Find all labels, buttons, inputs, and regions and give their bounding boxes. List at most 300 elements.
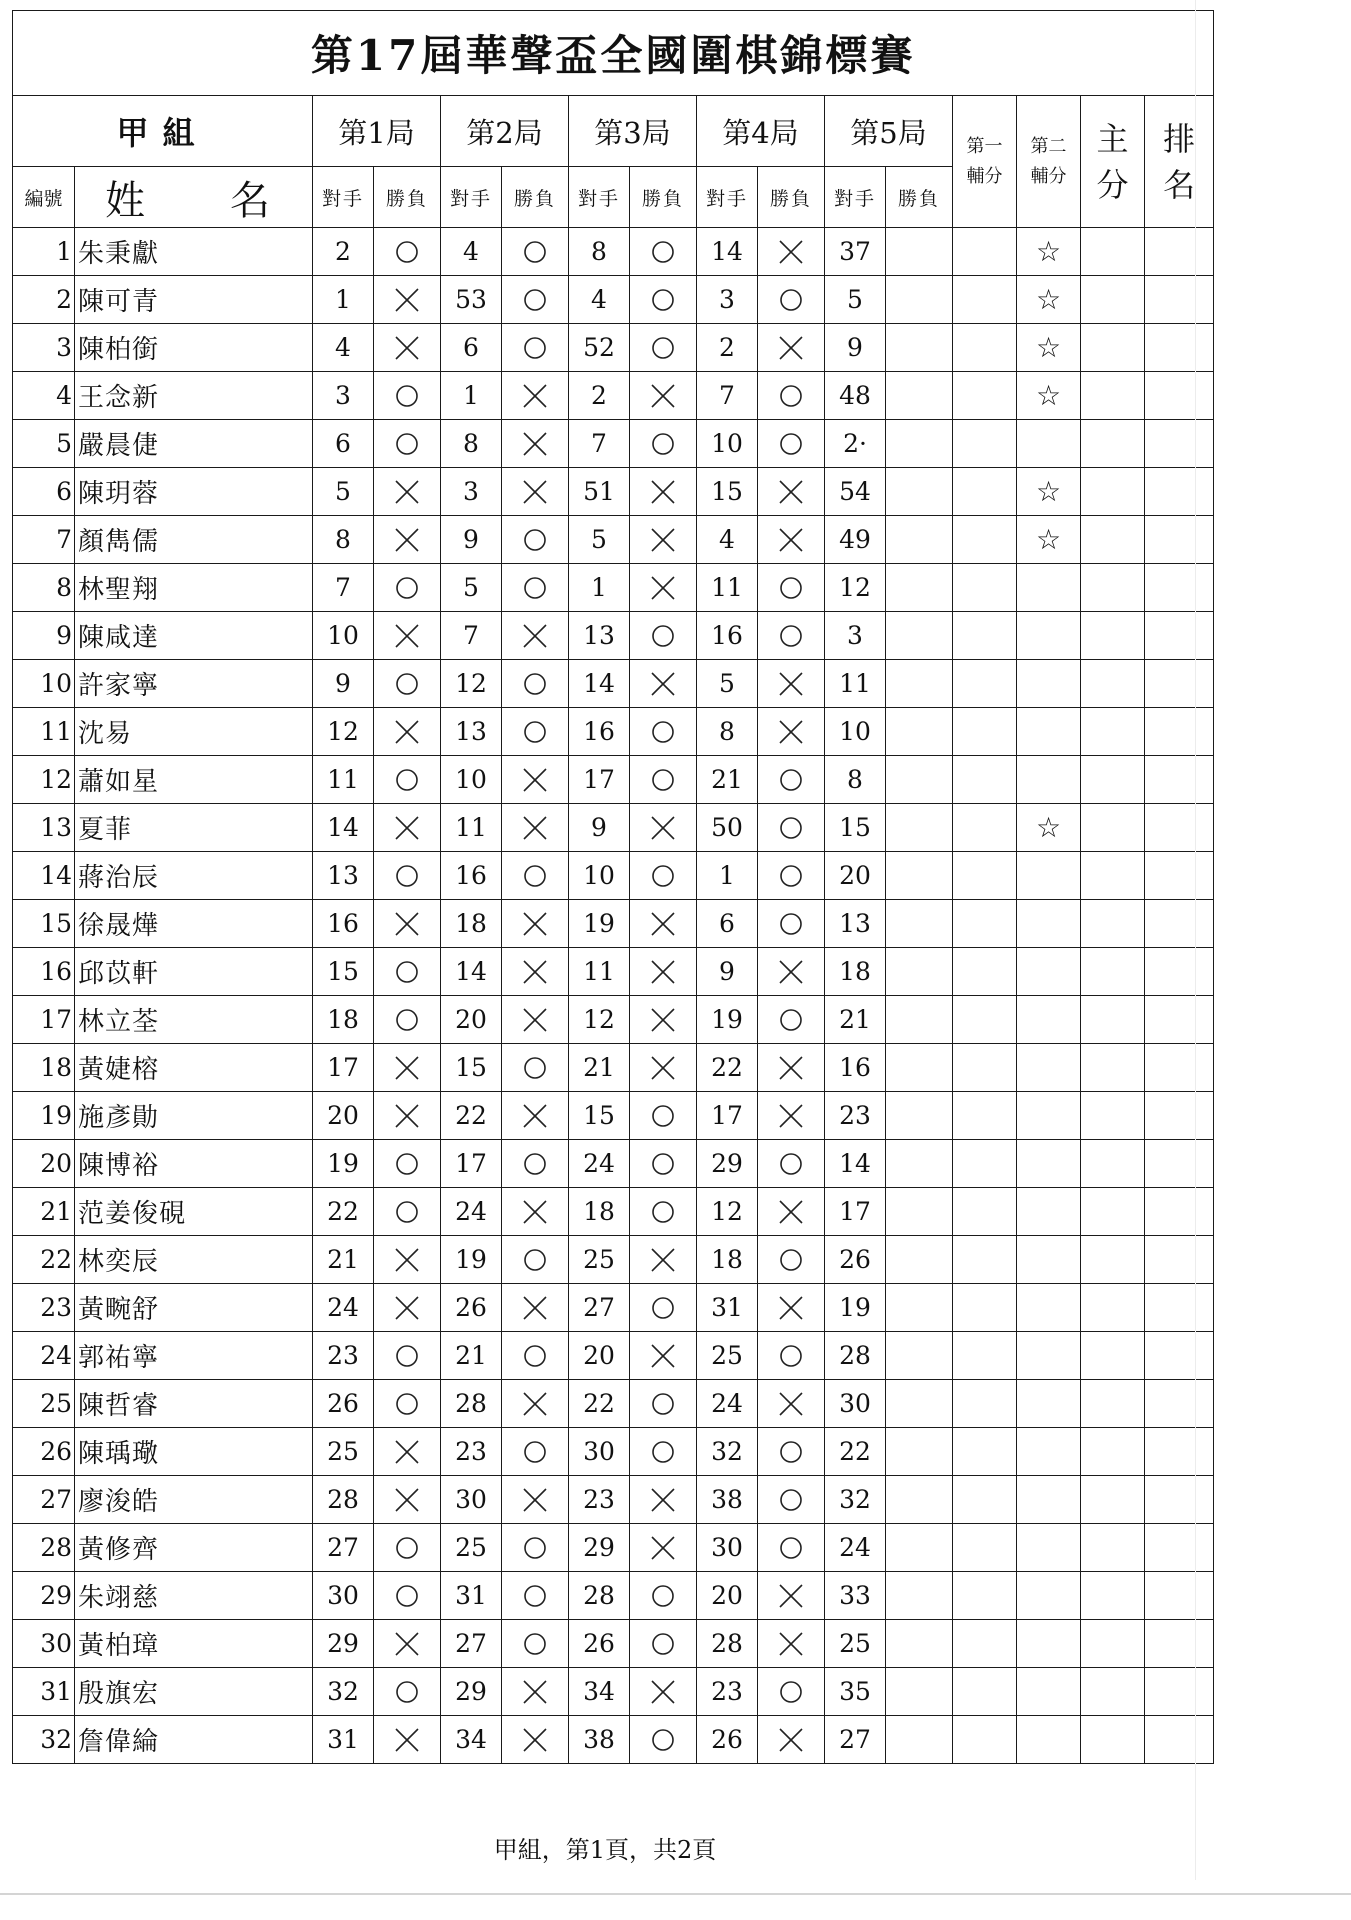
aux2-star-cell: ☆ — [1017, 804, 1081, 852]
opponent-r4: 5 — [697, 660, 758, 708]
opponent-r5: 5 — [825, 276, 886, 324]
result-r4 — [758, 1236, 825, 1284]
opponent-r5: 30 — [825, 1380, 886, 1428]
opponent-r1: 32 — [313, 1668, 374, 1716]
aux1-cell — [953, 1236, 1017, 1284]
result-r5 — [886, 1524, 953, 1572]
opponent-r1: 6 — [313, 420, 374, 468]
score-sheet — [12, 10, 1194, 1764]
player-row — [13, 1236, 1214, 1284]
aux1-cell — [953, 1572, 1017, 1620]
opponent-r2: 13 — [441, 708, 502, 756]
player-number: 4 — [13, 372, 75, 420]
opponent-r2: 6 — [441, 324, 502, 372]
main-score-header: 主 分 — [1081, 96, 1145, 228]
loss-cross-icon — [650, 959, 676, 985]
opponent-r4: 3 — [697, 276, 758, 324]
opponent-r1: 29 — [313, 1620, 374, 1668]
result-r1 — [374, 1188, 441, 1236]
main-score-cell — [1081, 660, 1145, 708]
rank-header: 排 名 — [1145, 96, 1214, 228]
player-name: 蕭如星 — [75, 756, 313, 804]
result-r3 — [630, 564, 697, 612]
player-number: 21 — [13, 1188, 75, 1236]
player-number: 32 — [13, 1716, 75, 1764]
result-r3 — [630, 804, 697, 852]
player-row — [13, 1524, 1214, 1572]
aux1-cell — [953, 1092, 1017, 1140]
loss-cross-icon — [394, 1439, 420, 1465]
main-score-cell — [1081, 564, 1145, 612]
opponent-r1: 22 — [313, 1188, 374, 1236]
win-circle-icon — [394, 1343, 420, 1369]
result-r1 — [374, 1476, 441, 1524]
opponent-r1: 27 — [313, 1524, 374, 1572]
opponent-r2: 34 — [441, 1716, 502, 1764]
opponent-r2: 24 — [441, 1188, 502, 1236]
rank-cell — [1145, 324, 1214, 372]
result-r2 — [502, 1092, 569, 1140]
player-number: 9 — [13, 612, 75, 660]
aux1-cell — [953, 276, 1017, 324]
result-r5 — [886, 948, 953, 996]
player-number: 26 — [13, 1428, 75, 1476]
result-r4 — [758, 756, 825, 804]
main-score-cell — [1081, 1476, 1145, 1524]
opponent-r4: 9 — [697, 948, 758, 996]
rank-cell — [1145, 756, 1214, 804]
win-circle-icon — [522, 719, 548, 745]
rank-cell — [1145, 1092, 1214, 1140]
result-r5 — [886, 852, 953, 900]
opponent-r4: 22 — [697, 1044, 758, 1092]
page-footer: 甲組，第1頁，共2頁 — [493, 1836, 717, 1864]
result-r5 — [886, 1572, 953, 1620]
win-circle-icon — [778, 575, 804, 601]
player-name: 廖浚皓 — [75, 1476, 313, 1524]
result-r2 — [502, 1332, 569, 1380]
player-name: 陳瑀璥 — [75, 1428, 313, 1476]
win-circle-icon — [522, 1247, 548, 1273]
opponent-r5: 23 — [825, 1092, 886, 1140]
aux2-star-cell: ☆ — [1017, 324, 1081, 372]
rank-cell — [1145, 900, 1214, 948]
win-circle-icon — [778, 863, 804, 889]
loss-cross-icon — [650, 479, 676, 505]
player-number: 1 — [13, 228, 75, 276]
result-r2 — [502, 276, 569, 324]
page-title: 第17屆華聲盃全國圍棋錦標賽 — [13, 11, 1214, 96]
player-row — [13, 420, 1214, 468]
name-header-right: 名 — [230, 177, 270, 224]
opponent-r4: 31 — [697, 1284, 758, 1332]
win-circle-icon — [394, 575, 420, 601]
rank-cell — [1145, 276, 1214, 324]
rank-cell — [1145, 228, 1214, 276]
win-circle-icon — [522, 671, 548, 697]
opponent-subheader-r4: 對手 — [697, 167, 758, 228]
loss-cross-icon — [394, 527, 420, 553]
player-row — [13, 1668, 1214, 1716]
result-r5 — [886, 1092, 953, 1140]
result-r2 — [502, 852, 569, 900]
opponent-r4: 32 — [697, 1428, 758, 1476]
opponent-r3: 7 — [569, 420, 630, 468]
result-r1 — [374, 1284, 441, 1332]
main-score-cell — [1081, 1572, 1145, 1620]
opponent-r1: 25 — [313, 1428, 374, 1476]
aux2-star-cell — [1017, 900, 1081, 948]
player-name: 施彥勛 — [75, 1092, 313, 1140]
result-r2 — [502, 564, 569, 612]
player-number: 7 — [13, 516, 75, 564]
main-score-cell — [1081, 1380, 1145, 1428]
result-r3 — [630, 1284, 697, 1332]
win-circle-icon — [650, 287, 676, 313]
rank-cell — [1145, 420, 1214, 468]
result-r3 — [630, 1140, 697, 1188]
result-r5 — [886, 900, 953, 948]
aux2-header: 第二 輔分 — [1017, 96, 1081, 228]
result-r1 — [374, 564, 441, 612]
win-circle-icon — [522, 1631, 548, 1657]
opponent-r3: 16 — [569, 708, 630, 756]
player-number: 16 — [13, 948, 75, 996]
player-row — [13, 756, 1214, 804]
opponent-r1: 17 — [313, 1044, 374, 1092]
result-r1 — [374, 228, 441, 276]
opponent-r3: 1 — [569, 564, 630, 612]
opponent-r5: 33 — [825, 1572, 886, 1620]
player-name: 嚴晨倢 — [75, 420, 313, 468]
result-r1 — [374, 1524, 441, 1572]
aux1-cell — [953, 468, 1017, 516]
result-r1 — [374, 708, 441, 756]
win-circle-icon — [394, 239, 420, 265]
opponent-r1: 19 — [313, 1140, 374, 1188]
player-name: 陳可青 — [75, 276, 313, 324]
result-r5 — [886, 1332, 953, 1380]
player-number: 13 — [13, 804, 75, 852]
main-score-cell — [1081, 1716, 1145, 1764]
player-row — [13, 852, 1214, 900]
opponent-r4: 23 — [697, 1668, 758, 1716]
main-score-cell — [1081, 1668, 1145, 1716]
opponent-r5: 37 — [825, 228, 886, 276]
opponent-r4: 17 — [697, 1092, 758, 1140]
win-circle-icon — [778, 1343, 804, 1369]
win-circle-icon — [394, 671, 420, 697]
player-number: 6 — [13, 468, 75, 516]
opponent-r3: 34 — [569, 1668, 630, 1716]
loss-cross-icon — [394, 911, 420, 937]
opponent-r3: 25 — [569, 1236, 630, 1284]
aux1-cell — [953, 1524, 1017, 1572]
win-circle-icon — [522, 527, 548, 553]
result-r5 — [886, 1044, 953, 1092]
win-circle-icon — [778, 431, 804, 457]
player-row — [13, 564, 1214, 612]
result-r3 — [630, 1476, 697, 1524]
main-score-cell — [1081, 1092, 1145, 1140]
rank-cell — [1145, 372, 1214, 420]
player-number: 24 — [13, 1332, 75, 1380]
opponent-r2: 19 — [441, 1236, 502, 1284]
loss-cross-icon — [522, 1727, 548, 1753]
loss-cross-icon — [522, 1679, 548, 1705]
player-name: 陳咸達 — [75, 612, 313, 660]
opponent-r3: 29 — [569, 1524, 630, 1572]
result-r2 — [502, 1236, 569, 1284]
loss-cross-icon — [778, 1727, 804, 1753]
result-r4 — [758, 900, 825, 948]
result-r1 — [374, 1428, 441, 1476]
player-row — [13, 228, 1214, 276]
player-name: 沈易 — [75, 708, 313, 756]
result-r2 — [502, 756, 569, 804]
win-circle-icon — [778, 815, 804, 841]
win-circle-icon — [650, 623, 676, 649]
opponent-r1: 10 — [313, 612, 374, 660]
aux2-star-cell — [1017, 1620, 1081, 1668]
loss-cross-icon — [394, 815, 420, 841]
opponent-r4: 19 — [697, 996, 758, 1044]
opponent-r5: 17 — [825, 1188, 886, 1236]
result-r1 — [374, 420, 441, 468]
loss-cross-icon — [778, 335, 804, 361]
player-number: 31 — [13, 1668, 75, 1716]
opponent-r4: 4 — [697, 516, 758, 564]
aux1-cell — [953, 1380, 1017, 1428]
result-r5 — [886, 276, 953, 324]
result-r2 — [502, 708, 569, 756]
opponent-r1: 7 — [313, 564, 374, 612]
win-circle-icon — [650, 1439, 676, 1465]
opponent-r2: 22 — [441, 1092, 502, 1140]
aux1-cell — [953, 1044, 1017, 1092]
result-r4 — [758, 1332, 825, 1380]
opponent-r4: 50 — [697, 804, 758, 852]
player-row — [13, 324, 1214, 372]
opponent-r3: 26 — [569, 1620, 630, 1668]
win-circle-icon — [394, 1679, 420, 1705]
player-row — [13, 1140, 1214, 1188]
win-circle-icon — [778, 1247, 804, 1273]
win-circle-icon — [394, 767, 420, 793]
loss-cross-icon — [778, 1295, 804, 1321]
win-circle-icon — [394, 1583, 420, 1609]
result-r4 — [758, 1668, 825, 1716]
result-r3 — [630, 1572, 697, 1620]
result-r1 — [374, 948, 441, 996]
player-name: 徐晟燁 — [75, 900, 313, 948]
opponent-r5: 12 — [825, 564, 886, 612]
player-name: 陳博裕 — [75, 1140, 313, 1188]
opponent-r4: 1 — [697, 852, 758, 900]
round-5-header: 第5局 — [825, 96, 953, 167]
loss-cross-icon — [394, 1631, 420, 1657]
opponent-r3: 51 — [569, 468, 630, 516]
rank-cell — [1145, 1188, 1214, 1236]
win-circle-icon — [778, 1439, 804, 1465]
opponent-r4: 8 — [697, 708, 758, 756]
opponent-r3: 21 — [569, 1044, 630, 1092]
aux2-star-cell — [1017, 564, 1081, 612]
player-number: 18 — [13, 1044, 75, 1092]
win-circle-icon — [522, 575, 548, 601]
loss-cross-icon — [394, 1103, 420, 1129]
opponent-r5: 2· — [825, 420, 886, 468]
aux2-star-cell — [1017, 756, 1081, 804]
result-r2 — [502, 1716, 569, 1764]
opponent-r1: 18 — [313, 996, 374, 1044]
main-score-cell — [1081, 228, 1145, 276]
aux1-cell — [953, 612, 1017, 660]
player-name: 陳哲睿 — [75, 1380, 313, 1428]
result-r3 — [630, 1524, 697, 1572]
aux1-cell — [953, 1332, 1017, 1380]
aux2-star-cell — [1017, 996, 1081, 1044]
result-r3 — [630, 372, 697, 420]
loss-cross-icon — [522, 911, 548, 937]
result-r5 — [886, 228, 953, 276]
opponent-r5: 24 — [825, 1524, 886, 1572]
loss-cross-icon — [394, 719, 420, 745]
aux2-star-cell — [1017, 1140, 1081, 1188]
player-number: 14 — [13, 852, 75, 900]
result-r2 — [502, 1476, 569, 1524]
loss-cross-icon — [394, 1727, 420, 1753]
player-name: 陳柏銜 — [75, 324, 313, 372]
opponent-r3: 38 — [569, 1716, 630, 1764]
loss-cross-icon — [778, 1055, 804, 1081]
player-number: 12 — [13, 756, 75, 804]
loss-cross-icon — [394, 1055, 420, 1081]
result-r4 — [758, 948, 825, 996]
result-r4 — [758, 1428, 825, 1476]
main-score-cell — [1081, 516, 1145, 564]
opponent-r5: 11 — [825, 660, 886, 708]
win-circle-icon — [650, 1151, 676, 1177]
opponent-r1: 23 — [313, 1332, 374, 1380]
result-r1 — [374, 1380, 441, 1428]
rank-cell — [1145, 708, 1214, 756]
win-circle-icon — [394, 959, 420, 985]
win-circle-icon — [522, 1439, 548, 1465]
loss-cross-icon — [778, 1199, 804, 1225]
loss-cross-icon — [778, 1583, 804, 1609]
win-circle-icon — [778, 767, 804, 793]
player-row — [13, 660, 1214, 708]
win-circle-icon — [650, 1103, 676, 1129]
opponent-r1: 26 — [313, 1380, 374, 1428]
main-score-cell — [1081, 1332, 1145, 1380]
main-score-cell — [1081, 276, 1145, 324]
loss-cross-icon — [650, 1679, 676, 1705]
win-circle-icon — [394, 1199, 420, 1225]
opponent-subheader-r1: 對手 — [313, 167, 374, 228]
aux1-cell — [953, 1716, 1017, 1764]
win-circle-icon — [394, 431, 420, 457]
player-name: 黃修齊 — [75, 1524, 313, 1572]
main-score-cell — [1081, 612, 1145, 660]
result-r1 — [374, 324, 441, 372]
opponent-r2: 28 — [441, 1380, 502, 1428]
opponent-r2: 12 — [441, 660, 502, 708]
loss-cross-icon — [522, 1295, 548, 1321]
opponent-r3: 19 — [569, 900, 630, 948]
opponent-r4: 21 — [697, 756, 758, 804]
opponent-r1: 24 — [313, 1284, 374, 1332]
result-r1 — [374, 996, 441, 1044]
player-number: 19 — [13, 1092, 75, 1140]
loss-cross-icon — [394, 287, 420, 313]
player-number: 5 — [13, 420, 75, 468]
result-r4 — [758, 996, 825, 1044]
player-name: 朱秉獻 — [75, 228, 313, 276]
result-r1 — [374, 900, 441, 948]
result-r4 — [758, 804, 825, 852]
player-number: 20 — [13, 1140, 75, 1188]
opponent-r2: 3 — [441, 468, 502, 516]
player-row — [13, 1092, 1214, 1140]
opponent-r3: 2 — [569, 372, 630, 420]
aux2-star-cell: ☆ — [1017, 228, 1081, 276]
result-r3 — [630, 228, 697, 276]
player-number: 8 — [13, 564, 75, 612]
result-r3 — [630, 612, 697, 660]
win-circle-icon — [650, 431, 676, 457]
main-score-cell — [1081, 1140, 1145, 1188]
player-name: 范姜俊硯 — [75, 1188, 313, 1236]
win-circle-icon — [522, 1583, 548, 1609]
round-3-header: 第3局 — [569, 96, 697, 167]
loss-cross-icon — [522, 1391, 548, 1417]
opponent-r5: 35 — [825, 1668, 886, 1716]
opponent-r5: 9 — [825, 324, 886, 372]
result-r4 — [758, 1380, 825, 1428]
result-r1 — [374, 372, 441, 420]
player-row — [13, 1572, 1214, 1620]
opponent-r1: 31 — [313, 1716, 374, 1764]
opponent-r1: 15 — [313, 948, 374, 996]
win-circle-icon — [650, 1199, 676, 1225]
rank-cell — [1145, 1380, 1214, 1428]
main-score-cell — [1081, 756, 1145, 804]
main-score-cell — [1081, 948, 1145, 996]
opponent-subheader-r5: 對手 — [825, 167, 886, 228]
opponent-r5: 14 — [825, 1140, 886, 1188]
player-row — [13, 612, 1214, 660]
opponent-r4: 14 — [697, 228, 758, 276]
rank-cell — [1145, 852, 1214, 900]
result-r5 — [886, 1140, 953, 1188]
opponent-r5: 3 — [825, 612, 886, 660]
opponent-r3: 30 — [569, 1428, 630, 1476]
opponent-r1: 9 — [313, 660, 374, 708]
player-name: 黃畹舒 — [75, 1284, 313, 1332]
aux2-star-cell — [1017, 852, 1081, 900]
result-subheader-r1: 勝負 — [374, 167, 441, 228]
opponent-r1: 2 — [313, 228, 374, 276]
player-name: 朱翊慈 — [75, 1572, 313, 1620]
player-name: 林立荃 — [75, 996, 313, 1044]
win-circle-icon — [778, 1007, 804, 1033]
opponent-r5: 32 — [825, 1476, 886, 1524]
player-row — [13, 372, 1214, 420]
opponent-r2: 14 — [441, 948, 502, 996]
result-r1 — [374, 612, 441, 660]
